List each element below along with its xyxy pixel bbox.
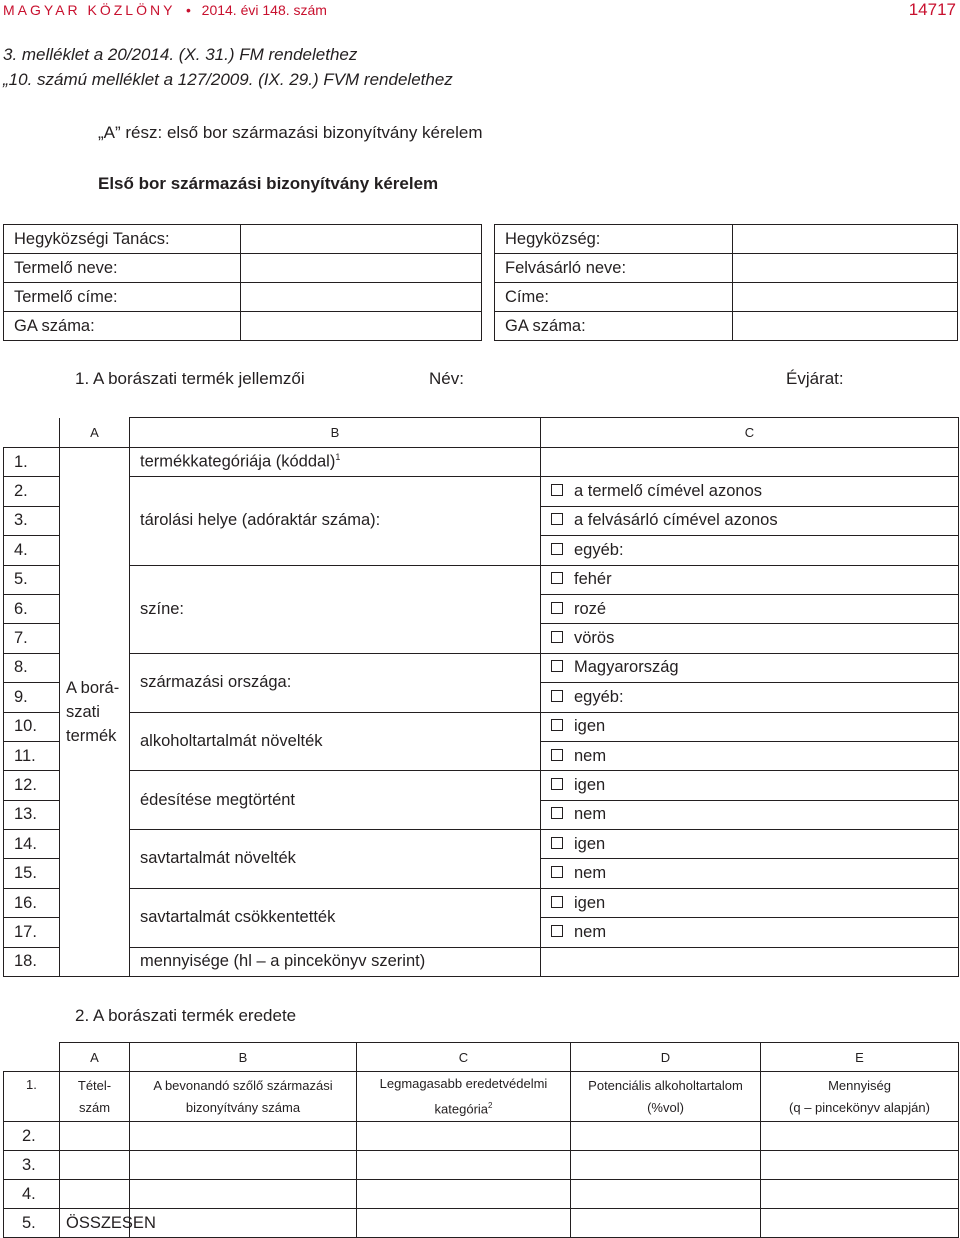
row-number: 5. [4, 565, 60, 594]
footnote-2: 2 [488, 1100, 493, 1110]
option-label: igen [574, 717, 606, 736]
cell[interactable] [130, 1122, 357, 1151]
checkbox[interactable] [551, 513, 563, 525]
header-line: Potenciális alkoholtartalom [588, 1077, 743, 1093]
journal-name: MAGYAR KÖZLÖNY [3, 2, 176, 18]
col-d-header: D [571, 1043, 761, 1072]
lot-number-header [60, 1072, 130, 1122]
wine-community-field[interactable] [733, 225, 958, 254]
quantity-field[interactable] [541, 947, 959, 976]
header-line: (q – pincekönyv alapján) [789, 1099, 930, 1115]
checkbox[interactable] [551, 602, 563, 614]
option-label: egyéb: [574, 687, 624, 706]
cell[interactable] [60, 1122, 130, 1151]
row-number: 2. [4, 1122, 60, 1151]
cell[interactable] [761, 1122, 959, 1151]
cell[interactable] [60, 1151, 130, 1180]
row-number: 10. [4, 712, 60, 741]
part-title: „A” rész: első bor származási bizonyítvány kérelem [98, 123, 483, 142]
cell[interactable] [357, 1122, 571, 1151]
header-line: kategória [434, 1101, 489, 1117]
row-number: 5. [4, 1209, 60, 1238]
option-label: egyéb: [574, 540, 624, 559]
buyer-ga-field[interactable] [733, 312, 958, 341]
category-text: termékkategóriája (kóddal) [140, 452, 336, 471]
checkbox[interactable] [551, 837, 563, 849]
total-label: ÖSSZESEN [60, 1209, 130, 1238]
option-label: nem [574, 864, 607, 883]
row-number: 1. [4, 448, 60, 477]
header-line: (%vol) [647, 1099, 684, 1115]
option-label: igen [574, 775, 606, 794]
checkbox[interactable] [551, 778, 563, 790]
option-other-country[interactable] [541, 683, 959, 712]
checkbox[interactable] [551, 660, 563, 672]
option-label: nem [574, 805, 607, 824]
cell[interactable] [761, 1209, 959, 1238]
form-title: Első bor származási bizonyítvány kérelem [98, 174, 439, 193]
blank-corner [4, 1043, 60, 1072]
col-b-header: B [130, 418, 541, 448]
option-yes[interactable] [541, 771, 959, 800]
separator-dot: • [182, 2, 195, 18]
producer-name-label: Termelő neve: [4, 254, 241, 283]
checkbox[interactable] [551, 543, 563, 555]
option-label: a felvásárló címével azonos [574, 511, 778, 530]
buyer-ga-label: GA száma: [495, 312, 733, 341]
checkbox[interactable] [551, 572, 563, 584]
row-number: 3. [4, 1151, 60, 1180]
checkbox[interactable] [551, 690, 563, 702]
header-line: Legmagasabb eredetvédelmi [379, 1075, 548, 1091]
council-field[interactable] [241, 225, 482, 254]
option-label: nem [574, 922, 607, 941]
option-label: nem [574, 746, 607, 765]
row-number: 2. [4, 477, 60, 506]
quantity-header [761, 1072, 959, 1122]
header-line: Mennyiség [828, 1077, 891, 1093]
name-label: Név: [429, 369, 464, 388]
alcohol-potential-header [571, 1072, 761, 1122]
option-rose[interactable] [541, 594, 959, 623]
option-no[interactable] [541, 800, 959, 829]
footnote-1: 1 [335, 452, 341, 463]
option-label: a termelő címével azonos [574, 482, 763, 501]
header-line: bizonyítvány száma [185, 1099, 301, 1115]
journal-issue: 2014. évi 148. szám [201, 2, 327, 18]
producer-ga-field[interactable] [241, 312, 482, 341]
row-number: 11. [4, 741, 60, 770]
header-line: Tétel- [77, 1077, 112, 1093]
cell[interactable] [357, 1180, 571, 1209]
option-no[interactable] [541, 859, 959, 888]
buyer-name-field[interactable] [733, 254, 958, 283]
certificate-number-header [130, 1072, 357, 1122]
buyer-name-label: Felvásárló neve: [495, 254, 733, 283]
buyer-address-field[interactable] [733, 283, 958, 312]
option-no[interactable] [541, 918, 959, 947]
row-number: 17. [4, 918, 60, 947]
header-line: szám [78, 1099, 111, 1115]
checkbox[interactable] [551, 631, 563, 643]
col-c-header: C [541, 418, 959, 448]
row-number: 7. [4, 624, 60, 653]
option-label: Magyarország [574, 658, 679, 677]
checkbox[interactable] [551, 925, 563, 937]
option-buyer-address[interactable] [541, 506, 959, 535]
product-label: A borá- szati termék [60, 448, 130, 977]
col-e-header: E [761, 1043, 959, 1072]
option-producer-address[interactable] [541, 477, 959, 506]
producer-address-field[interactable] [241, 283, 482, 312]
characteristics-table [3, 417, 959, 977]
acid-decreased-label: savtartalmát csökkentették [130, 888, 541, 947]
blank-corner [4, 418, 60, 448]
option-no[interactable] [541, 741, 959, 770]
wine-community-label: Hegyközség: [495, 225, 733, 254]
option-label: igen [574, 834, 606, 853]
cell[interactable] [357, 1209, 571, 1238]
row-number: 16. [4, 888, 60, 917]
council-label: Hegyközségi Tanács: [4, 225, 241, 254]
option-yes[interactable] [541, 712, 959, 741]
journal-header [3, 2, 327, 18]
cell[interactable] [761, 1151, 959, 1180]
row-number: 3. [4, 506, 60, 535]
producer-box [3, 224, 482, 341]
checkbox[interactable] [551, 719, 563, 731]
buyer-box [494, 224, 958, 341]
row-number: 14. [4, 830, 60, 859]
category-label [130, 448, 541, 477]
cell[interactable] [357, 1151, 571, 1180]
checkbox[interactable] [551, 896, 563, 908]
checkbox[interactable] [551, 484, 563, 496]
storage-label: tárolási helye (adóraktár száma): [130, 477, 541, 565]
row-number: 9. [4, 683, 60, 712]
origin-country-label: származási országa: [130, 653, 541, 712]
cell[interactable] [761, 1180, 959, 1209]
cell[interactable] [571, 1151, 761, 1180]
row-number: 18. [4, 947, 60, 976]
buyer-address-label: Címe: [495, 283, 733, 312]
row-number: 15. [4, 859, 60, 888]
option-label: vörös [574, 629, 615, 648]
checkbox[interactable] [551, 807, 563, 819]
origin-table [3, 1042, 959, 1238]
producer-name-field[interactable] [241, 254, 482, 283]
checkbox[interactable] [551, 866, 563, 878]
option-hungary[interactable] [541, 653, 959, 682]
row-number: 13. [4, 800, 60, 829]
section2-title: 2. A borászati termék eredete [75, 1006, 297, 1025]
option-label: fehér [574, 570, 612, 589]
sweetened-label: édesítése megtörtént [130, 771, 541, 830]
col-c-header: C [357, 1043, 571, 1072]
col-a-header: A [60, 1043, 130, 1072]
checkbox[interactable] [551, 749, 563, 761]
col-a-header: A [60, 418, 130, 448]
producer-address-label: Termelő címe: [4, 283, 241, 312]
cell[interactable] [571, 1122, 761, 1151]
row-number: 12. [4, 771, 60, 800]
option-other-storage[interactable] [541, 536, 959, 565]
header-line: A bevonandó szőlő származási [153, 1077, 333, 1093]
protection-category-header [357, 1072, 571, 1122]
row-number: 4. [4, 1180, 60, 1209]
cell[interactable] [130, 1180, 357, 1209]
acid-increased-label: savtartalmát növelték [130, 830, 541, 889]
option-label: igen [574, 893, 606, 912]
row-number: 6. [4, 594, 60, 623]
row-number: 8. [4, 653, 60, 682]
color-label: színe: [130, 565, 541, 653]
col-b-header: B [130, 1043, 357, 1072]
producer-ga-label: GA száma: [4, 312, 241, 341]
cell[interactable] [130, 1209, 357, 1238]
cell[interactable] [60, 1180, 130, 1209]
row-number: 1. [4, 1072, 60, 1122]
option-red[interactable] [541, 624, 959, 653]
page-number: 14717 [908, 0, 956, 19]
option-white[interactable] [541, 565, 959, 594]
cell[interactable] [571, 1209, 761, 1238]
category-field[interactable] [541, 448, 959, 477]
annex-reference-2: „10. számú melléklet a 127/2009. (IX. 29.) FVM rendelethez [3, 70, 453, 89]
annex-reference: 3. melléklet a 20/2014. (X. 31.) FM rendelethez [3, 45, 358, 64]
row-number: 4. [4, 536, 60, 565]
option-yes[interactable] [541, 888, 959, 917]
option-label: rozé [574, 599, 607, 618]
option-yes[interactable] [541, 830, 959, 859]
vintage-label: Évjárat: [786, 369, 844, 388]
quantity-label: mennyisége (hl – a pincekönyv szerint) [130, 947, 541, 976]
cell[interactable] [130, 1151, 357, 1180]
alcohol-increased-label: alkoholtartalmát növelték [130, 712, 541, 771]
cell[interactable] [571, 1180, 761, 1209]
section1-title: 1. A borászati termék jellemzői [75, 369, 305, 388]
